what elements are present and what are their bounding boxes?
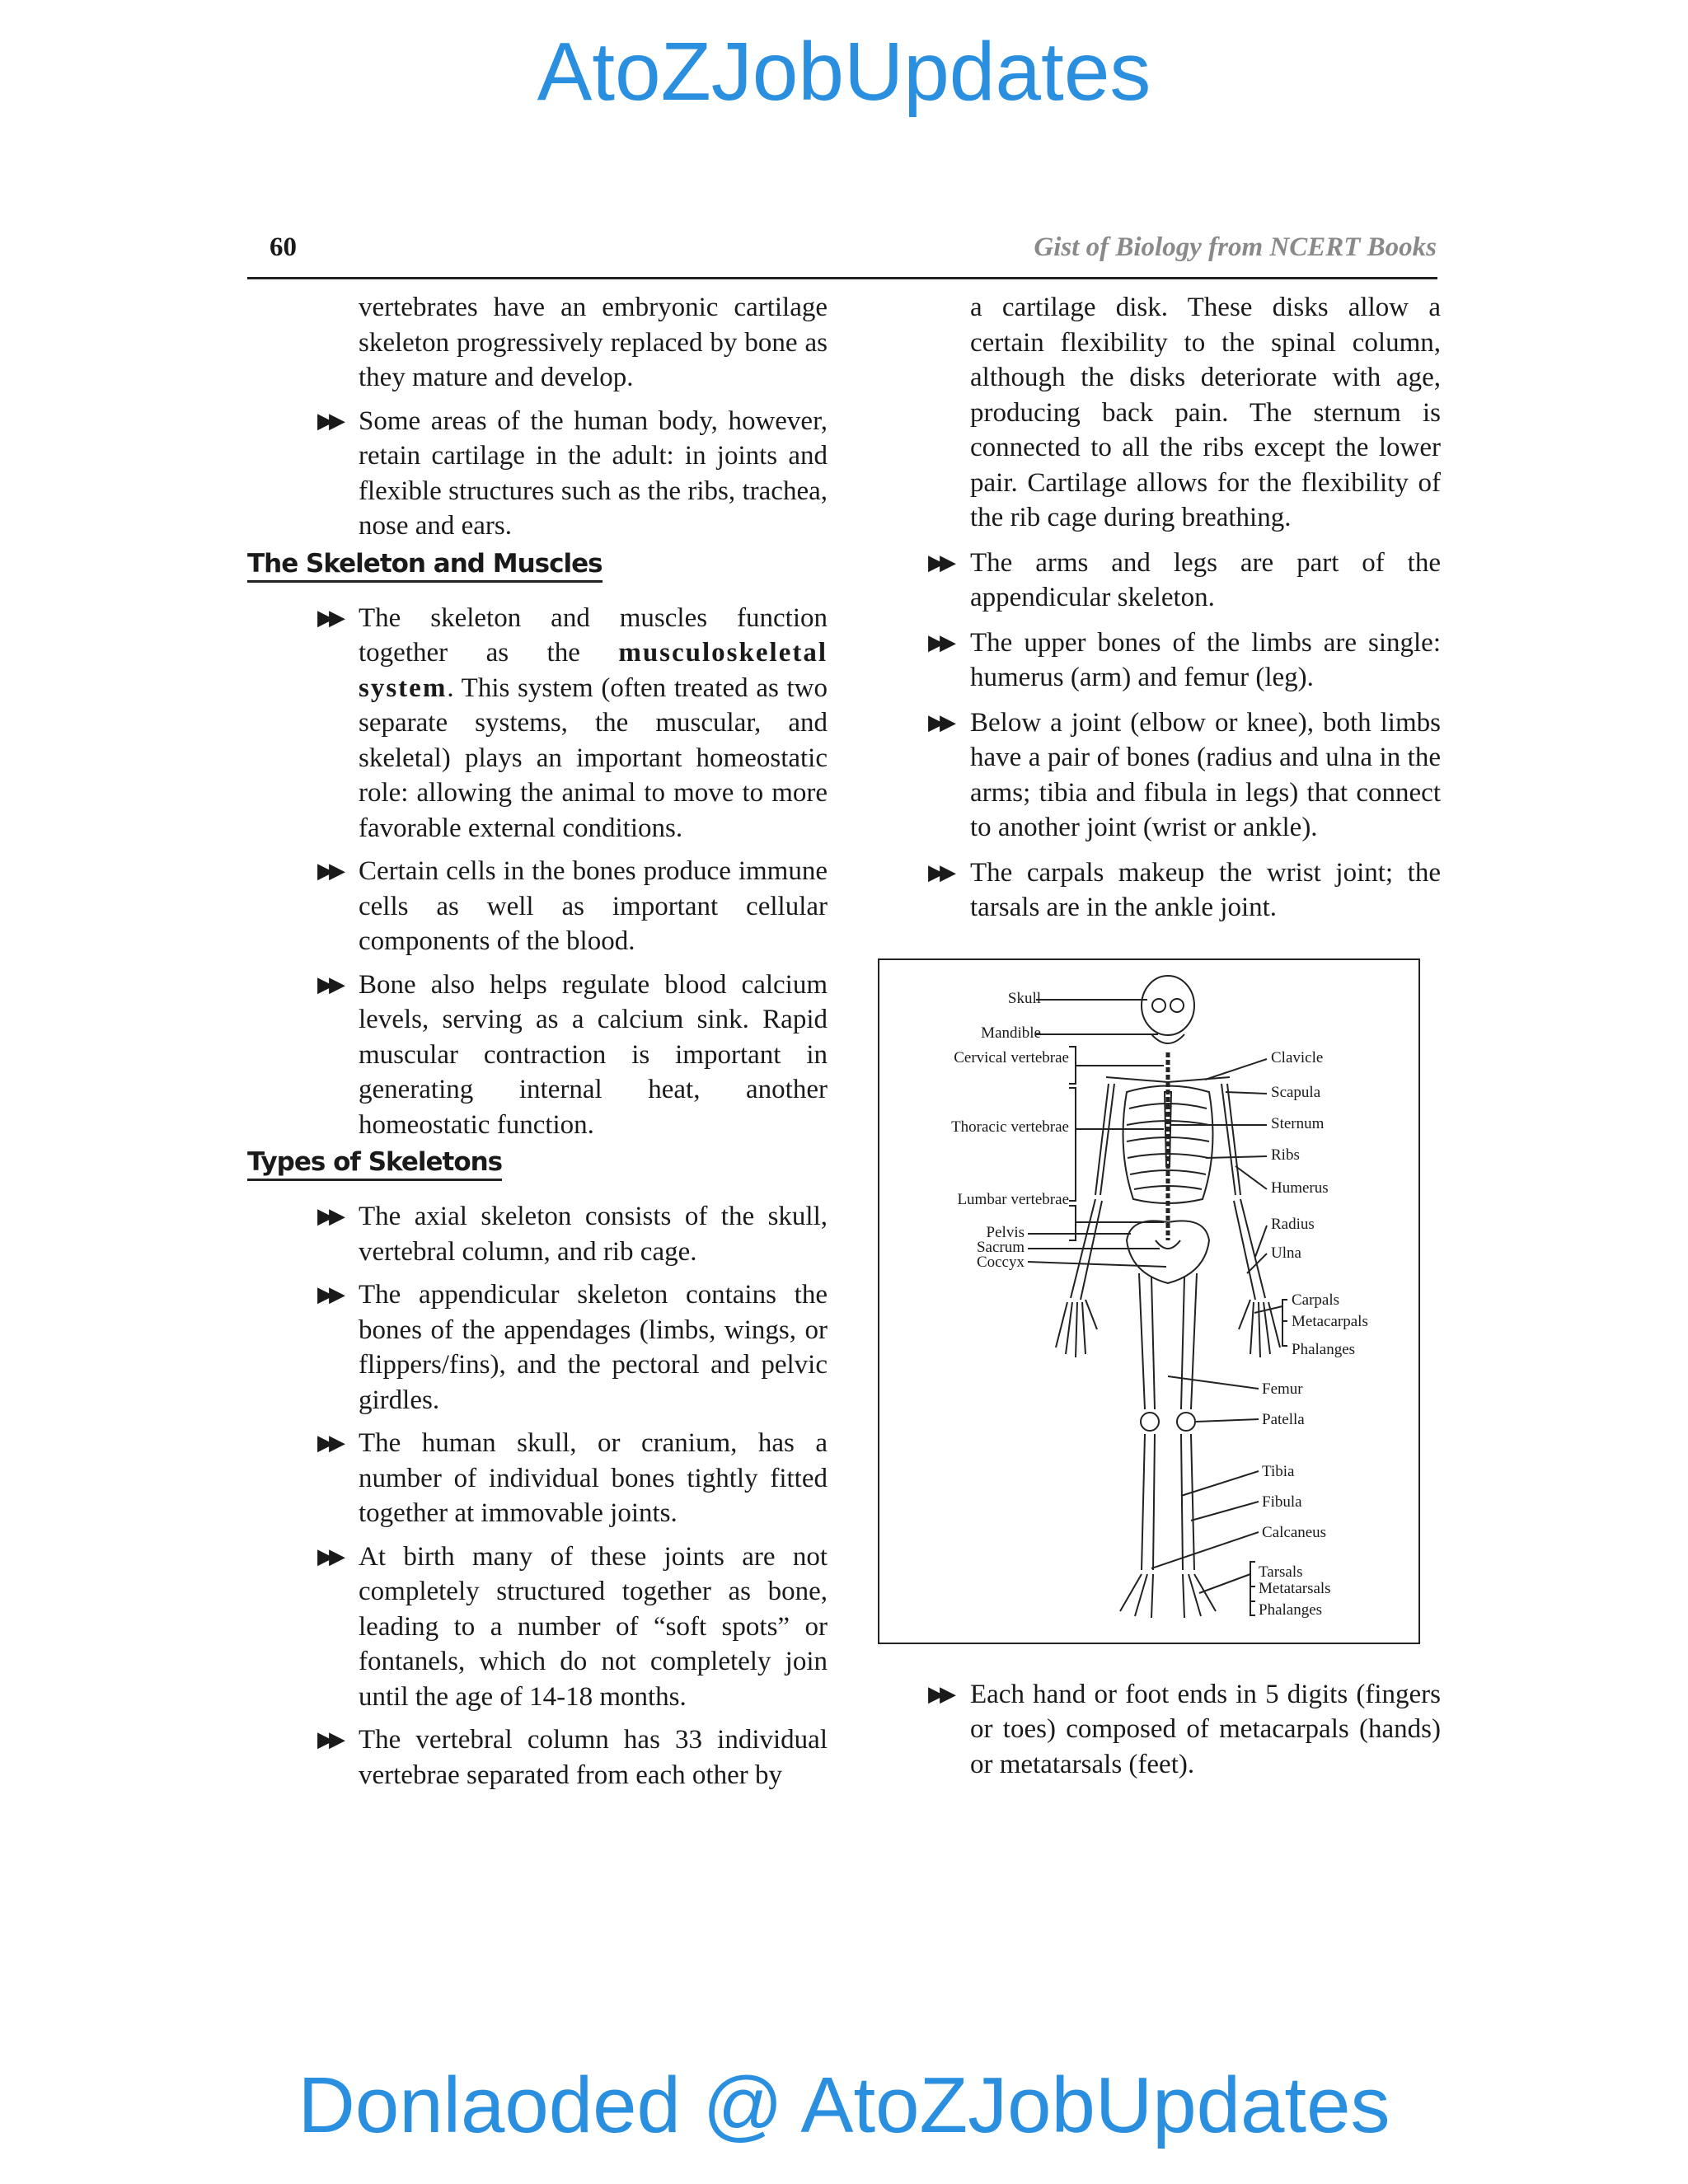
- page-number: 60: [270, 232, 297, 262]
- list-item-text: The arms and legs are part of the appendicular skeleton.: [970, 547, 1441, 612]
- continued-paragraph: vertebrates have an embryonic cartilage skeleton progressively replaced by bone as they mature and develop.: [359, 293, 828, 392]
- label-coccyx: Coccyx: [976, 1253, 1025, 1271]
- label-patella: Patella: [1262, 1410, 1305, 1428]
- list-item-text: Certain cells in the bones produce immune cells as well as important cellular components of the blood.: [359, 856, 828, 956]
- label-calcaneus: Calcaneus: [1262, 1523, 1327, 1541]
- double-arrow-bullet-icon: ▶▶: [928, 1681, 951, 1706]
- text-run: . This system (often treated as two separate systems, the muscular, and skeletal) plays an important homeostatic role: allowing the animal to move to more favorable external conditions.: [359, 673, 828, 843]
- double-arrow-bullet-icon: ▶▶: [317, 972, 340, 996]
- list-item: [247, 854, 828, 959]
- left-column: [247, 290, 828, 1793]
- skeleton-diagram: [878, 958, 1420, 1644]
- list-item-text: The human skull, or cranium, has a number of individual bones tightly fitted together at immovable joints.: [359, 1428, 828, 1528]
- text-run: The skeleton and muscles function together as the: [359, 602, 828, 668]
- label-pelvis: Pelvis: [986, 1223, 1025, 1241]
- double-arrow-bullet-icon: ▶▶: [317, 408, 340, 433]
- double-arrow-bullet-icon: ▶▶: [317, 1204, 340, 1228]
- list-item: [247, 1426, 828, 1531]
- label-tibia: Tibia: [1262, 1462, 1295, 1480]
- list-item: [247, 601, 828, 846]
- label-cervical-vertebrae: Cervical vertebrae: [954, 1048, 1069, 1066]
- list-item: [247, 968, 828, 1143]
- list-item-text: The axial skeleton consists of the skull, vertebral column, and rib cage.: [359, 1202, 828, 1267]
- list-item: [923, 855, 1441, 926]
- double-arrow-bullet-icon: ▶▶: [317, 1282, 340, 1306]
- double-arrow-bullet-icon: ▶▶: [317, 1727, 340, 1751]
- label-metacarpals: Metacarpals: [1292, 1312, 1368, 1330]
- label-lumbar-vertebrae: Lumbar vertebrae: [957, 1190, 1069, 1208]
- label-sternum: Sternum: [1271, 1114, 1325, 1132]
- watermark-bottom: Donlaoded @ AtoZJobUpdates: [298, 2061, 1390, 2149]
- section-heading-types-of-skeletons: Types of Skeletons: [247, 1147, 502, 1181]
- list-item-text: At birth many of these joints are not completely structured together as bone, leading to a number of “soft spots” or fontanels, which do not completely join until the age of 14-18 months.: [359, 1541, 828, 1712]
- list-item-text: The appendicular skeleton contains the bones of the appendages (limbs, wings, or flippers/fins), and the pectoral and pelvic girdles.: [359, 1280, 828, 1415]
- list-item-text: The carpals makeup the wrist joint; the tarsals are in the ankle joint.: [970, 857, 1441, 922]
- double-arrow-bullet-icon: ▶▶: [928, 860, 951, 884]
- label-radius: Radius: [1271, 1215, 1315, 1233]
- section-heading-skeleton-muscles: The Skeleton and Muscles: [247, 549, 603, 583]
- list-item: [247, 1722, 828, 1793]
- label-humerus: Humerus: [1271, 1179, 1329, 1197]
- label-tarsals: Tarsals: [1259, 1563, 1303, 1581]
- watermark-top: AtoZJobUpdates: [537, 26, 1151, 118]
- continued-paragraph: a cartilage disk. These disks allow a certain flexibility to the spinal column, although the disks deteriorate with age, producing back pain. The sternum is connected to all the ribs except the lower pair. Cartilage allows for the flexibility of the rib cage during breathing.: [970, 293, 1441, 532]
- list-item: [923, 546, 1441, 616]
- double-arrow-bullet-icon: ▶▶: [317, 1544, 340, 1568]
- label-ulna: Ulna: [1271, 1244, 1301, 1262]
- label-skull: Skull: [1007, 989, 1041, 1007]
- label-sacrum: Sacrum: [976, 1238, 1025, 1256]
- label-femur: Femur: [1262, 1380, 1303, 1398]
- list-item-text: Each hand or foot ends in 5 digits (fingers or toes) composed of metacarpals (hands) or metatarsals (feet).: [970, 1679, 1441, 1779]
- list-item-text: Some areas of the human body, however, retain cartilage in the adult: in joints and flexible structures such as the ribs, trachea, nose and ears.: [359, 405, 828, 541]
- label-phalanges-foot: Phalanges: [1259, 1601, 1323, 1619]
- double-arrow-bullet-icon: ▶▶: [928, 630, 951, 654]
- label-fibula: Fibula: [1262, 1493, 1302, 1511]
- label-clavicle: Clavicle: [1271, 1048, 1324, 1066]
- label-scapula: Scapula: [1271, 1083, 1321, 1101]
- double-arrow-bullet-icon: ▶▶: [317, 605, 340, 630]
- list-item: [923, 705, 1441, 846]
- double-arrow-bullet-icon: ▶▶: [928, 550, 951, 574]
- list-item: [247, 1277, 828, 1418]
- bold-term: musculoskeletal system: [359, 638, 828, 703]
- list-item: [247, 1540, 828, 1715]
- header-rule: [247, 277, 1437, 279]
- label-phalanges-hand: Phalanges: [1292, 1340, 1356, 1358]
- list-item: [247, 1199, 828, 1269]
- running-head: Gist of Biology from NCERT Books: [1034, 232, 1437, 262]
- right-column: [923, 290, 1441, 1782]
- list-item: [247, 404, 828, 544]
- list-item-text: Bone also helps regulate blood calcium levels, serving as a calcium sink. Rapid muscular contraction is important in generating internal heat, another homeostatic function.: [359, 969, 828, 1140]
- list-item: [923, 626, 1441, 696]
- label-mandible: Mandible: [981, 1024, 1041, 1042]
- label-carpals: Carpals: [1292, 1291, 1340, 1309]
- label-metatarsals: Metatarsals: [1259, 1579, 1331, 1597]
- label-thoracic-vertebrae: Thoracic vertebrae: [951, 1118, 1069, 1136]
- list-item: [923, 1677, 1441, 1783]
- double-arrow-bullet-icon: ▶▶: [317, 1431, 340, 1455]
- list-item-text: The upper bones of the limbs are single: humerus (arm) and femur (leg).: [970, 627, 1441, 692]
- label-ribs: Ribs: [1271, 1146, 1300, 1164]
- list-item-text: [359, 601, 828, 846]
- list-item-text: Below a joint (elbow or knee), both limbs have a pair of bones (radius and ulna in the arms; tibia and fibula in legs) that connect to another joint (wrist or ankle).: [970, 707, 1441, 842]
- double-arrow-bullet-icon: ▶▶: [928, 710, 951, 734]
- double-arrow-bullet-icon: ▶▶: [317, 859, 340, 883]
- list-item-text: The vertebral column has 33 individual vertebrae separated from each other by: [359, 1725, 828, 1790]
